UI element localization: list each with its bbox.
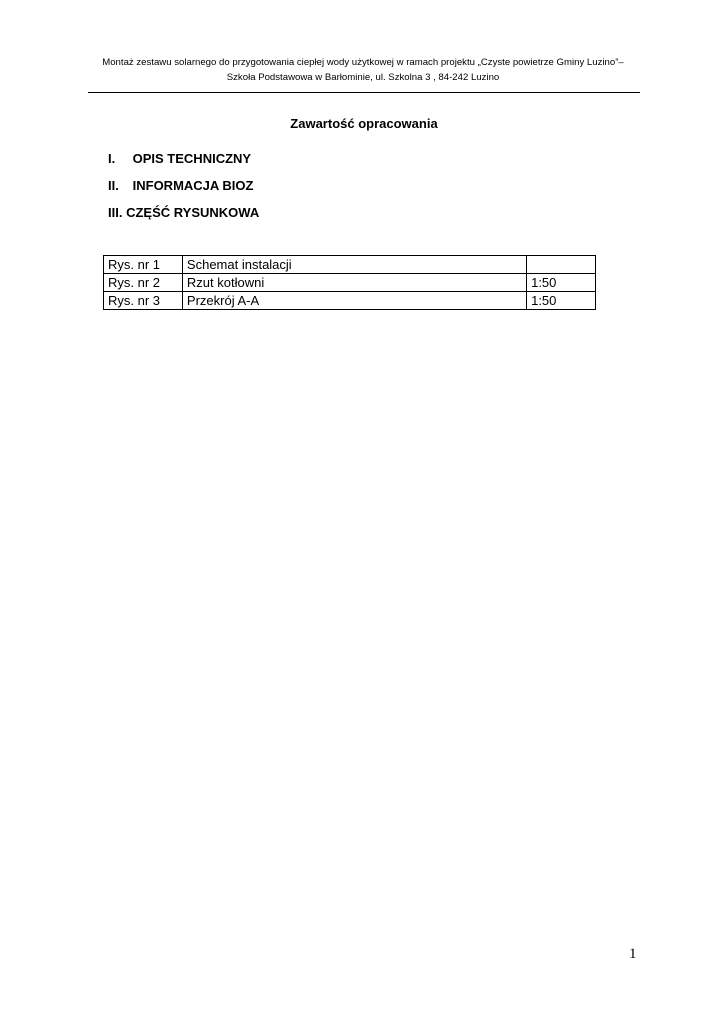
- drawing-scale-cell: [527, 256, 596, 274]
- section-label: OPIS TECHNICZNY: [132, 151, 252, 166]
- page-number: 1: [629, 946, 637, 962]
- drawing-scale-cell: 1:50: [527, 274, 596, 292]
- drawing-number-cell: Rys. nr 2: [104, 274, 183, 292]
- section-item: [108, 204, 259, 231]
- table-row: [104, 274, 596, 292]
- section-number: I.: [108, 151, 116, 166]
- section-item: [108, 150, 259, 177]
- page-header: [86, 55, 640, 85]
- drawing-scale-cell: 1:50: [527, 292, 596, 310]
- drawing-number-cell: Rys. nr 1: [104, 256, 183, 274]
- section-number: III.: [108, 205, 123, 220]
- section-label: INFORMACJA BIOZ: [132, 178, 254, 193]
- section-list: [108, 150, 259, 231]
- section-label: CZĘŚĆ RYSUNKOWA: [126, 205, 260, 220]
- drawing-name-cell: Schemat instalacji: [182, 256, 526, 274]
- drawings-table: [103, 255, 596, 310]
- section-number: II.: [108, 178, 119, 193]
- table-row: [104, 256, 596, 274]
- drawing-number-cell: Rys. nr 3: [104, 292, 183, 310]
- document-title: Zawartość opracowania: [290, 116, 438, 131]
- header-line-1: Montaż zestawu solarnego do przygotowania ciepłej wody użytkowej w ramach projektu „Czyste powietrze Gminy Luzino”–: [102, 57, 624, 68]
- header-divider: [88, 92, 640, 93]
- drawing-name-cell: Rzut kotłowni: [182, 274, 526, 292]
- header-line-2: Szkoła Podstawowa w Barłominie, ul. Szkolna 3 , 84-242 Luzino: [226, 72, 500, 83]
- table-row: [104, 292, 596, 310]
- drawing-name-cell: Przekrój A-A: [182, 292, 526, 310]
- section-item: [108, 177, 259, 204]
